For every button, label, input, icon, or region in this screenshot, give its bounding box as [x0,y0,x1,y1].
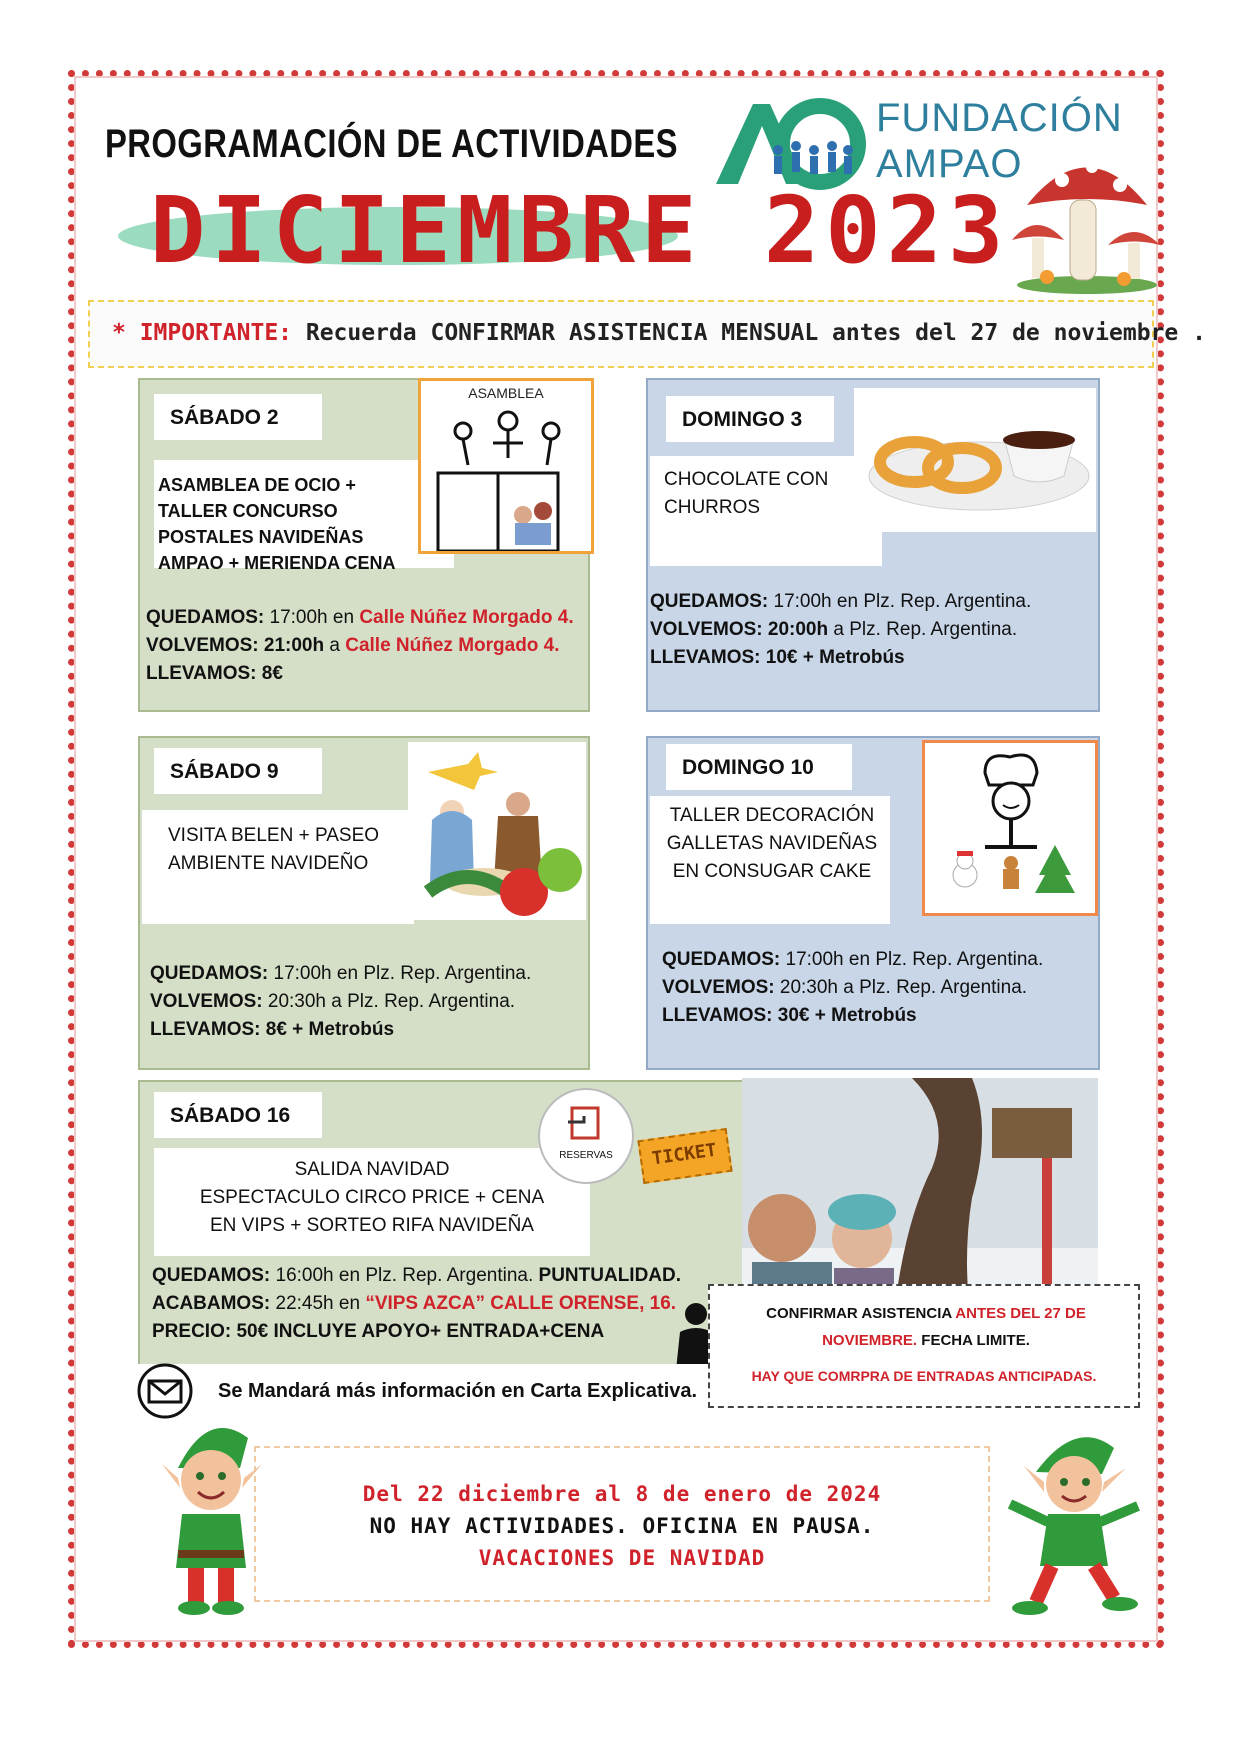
day-label: SÁBADO 2 [154,394,322,440]
nativity-icon [408,742,586,920]
reservas-badge [538,1088,634,1184]
churros-icon [854,388,1096,532]
vacation-title: VACACIONES DE NAVIDAD [478,1546,766,1570]
activity-description: VISITA BELEN + PASEO AMBIENTE NAVIDEÑO [168,825,380,874]
meeting-info: QUEDAMOS: 17:00h en Plz. Rep. Argentina. VOLVEMOS: 20:30h a Plz. Rep. Argentina. LLEVAMOS: 30€ + Metrobús [662,949,1044,1026]
asamblea-label: ASAMBLEA [468,385,544,401]
mail-text: Se Mandará más información en Carta Explicativa. [218,1380,698,1402]
day-label: DOMINGO 10 [666,744,852,790]
important-banner [88,300,1206,368]
chef-icon [925,743,1095,913]
meeting-info: QUEDAMOS: 17:00h en Calle Núñez Morgado 4. VOLVEMOS: 21:00h a Calle Núñez Morgado 4. LLEVAMOS: 8€ [146,607,574,684]
churros-picture [854,388,1096,532]
logo-line-1: FUNDACIÓN [876,96,1123,140]
important-text [112,320,1206,346]
day-label: DOMINGO 3 [666,396,834,442]
asamblea-picture [418,378,594,554]
meeting-info: QUEDAMOS: 16:00h en Plz. Rep. Argentina. PUNTUALIDAD. ACABAMOS: 22:45h en “VIPS AZCA” CALLE ORENSE, 16. PRECIO: 50€ INCLUYE APOYO+ ENTRADA+CENA [152,1265,682,1342]
important-message: Recuerda CONFIRMAR ASISTENCIA MENSUAL antes del 27 de noviembre . [292,320,1206,346]
meeting-info: QUEDAMOS: 17:00h en Plz. Rep. Argentina. VOLVEMOS: 20:00h a Plz. Rep. Argentina. LLEVAMOS: 10€ + Metrobús [650,591,1032,668]
ticket-icon: TICKET [637,1128,732,1184]
reservation-icon [566,1104,606,1144]
card-sabado-2 [138,378,590,712]
assembly-icon [423,403,593,553]
card-domingo-10 [646,736,1100,1070]
confirm-note [708,1284,1140,1408]
activity-description: SALIDA NAVIDAD ESPECTACULO CIRCO PRICE + CENA EN VIPS + SORTEO RIFA NAVIDEÑA [199,1159,545,1236]
logo-mark-icon [708,96,868,191]
mushroom-icon [1012,145,1162,295]
month-title: DICIEMBRE 2023 [150,177,1010,284]
mail-icon [136,1362,194,1420]
activity-description: TALLER DECORACIÓN GALLETAS NAVIDEÑAS EN CONSUGAR CAKE [666,805,878,882]
tickets-advance-text: HAY QUE COMRPRA DE ENTRADAS ANTICIPADAS. [751,1368,1097,1384]
vacation-dates: Del 22 diciembre al 8 de enero de 2024 [362,1482,882,1506]
card-sabado-9 [138,736,590,1070]
activity-description: CHOCOLATE CON CHURROS [664,469,829,518]
elf-left-icon [148,1418,278,1618]
important-prefix: * IMPORTANTE: [112,320,293,346]
logo-line-2: AMPAO [876,142,1023,186]
day-label: SÁBADO 9 [154,748,322,794]
meeting-info: QUEDAMOS: 17:00h en Plz. Rep. Argentina. VOLVEMOS: 20:30h a Plz. Rep. Argentina. LLEVAMOS: 8€ + Metrobús [150,963,532,1040]
card-domingo-3 [646,378,1100,712]
vacation-notice [254,1446,990,1602]
vacation-message: NO HAY ACTIVIDADES. OFICINA EN PAUSA. [369,1514,875,1538]
activity-description: ASAMBLEA DE OCIO + TALLER CONCURSO POSTALES NAVIDEÑAS AMPAO + MERIENDA CENA [158,475,396,573]
confirm-deadline-text: CONFIRMAR ASISTENCIA ANTES DEL 27 DE NOVIEMBRE. FECHA LIMITE. [766,1305,1086,1349]
day-label: SÁBADO 16 [154,1092,322,1138]
reservas-label: RESERVAS [559,1150,613,1161]
page-heading: PROGRAMACIÓN DE ACTIVIDADES [105,122,678,166]
baking-picture [922,740,1098,916]
elf-right-icon [996,1426,1146,1626]
nativity-picture [408,742,586,920]
